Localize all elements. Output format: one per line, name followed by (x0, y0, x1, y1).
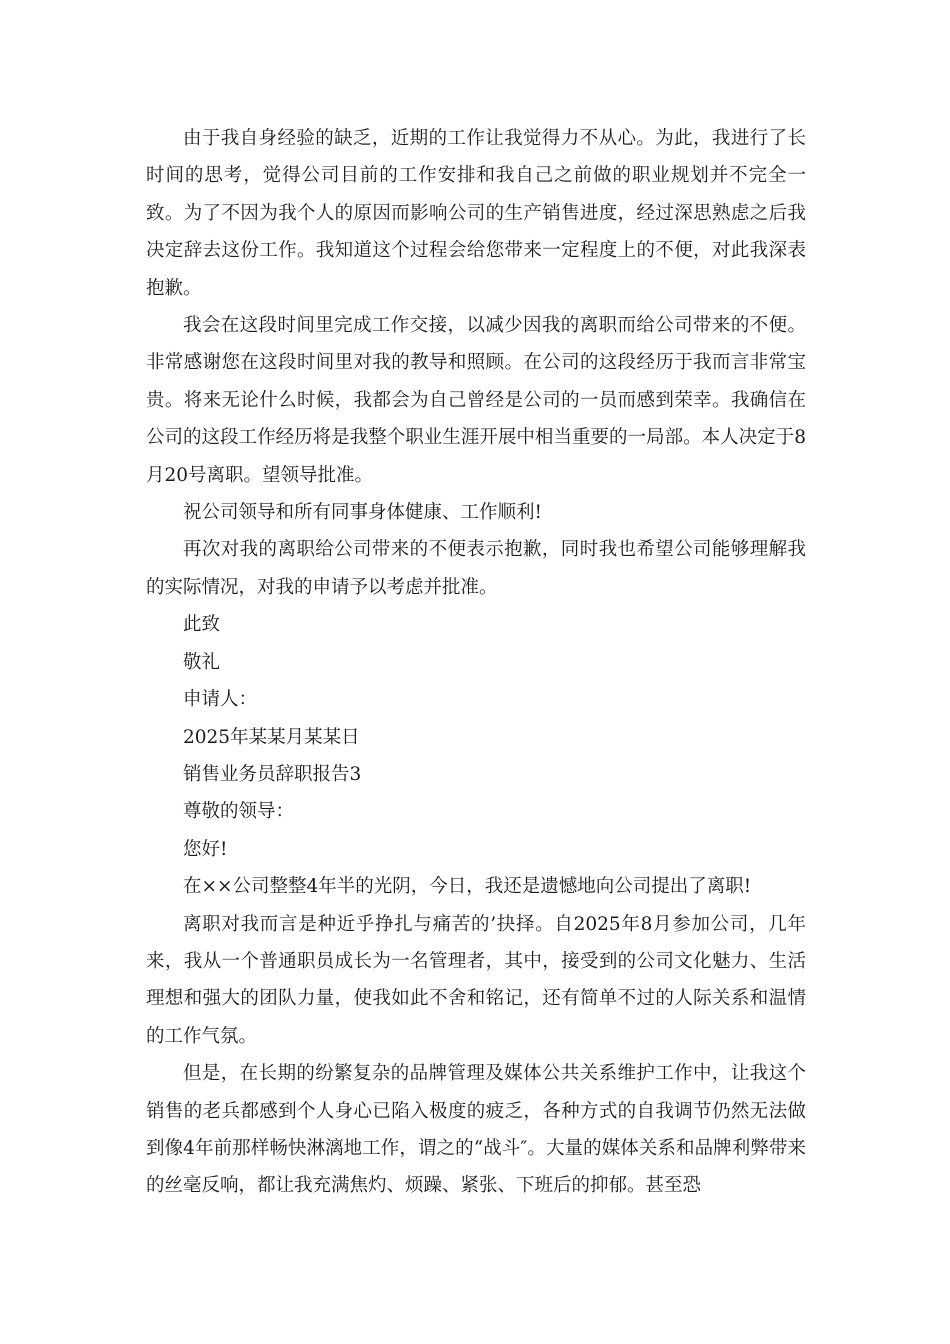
paragraph-wishes: 祝公司领导和所有同事身体健康、工作顺利! (183, 502, 542, 524)
section-title: 销售业务员辞职报告3 (183, 763, 362, 785)
paragraph-history: 离职对我而言是种近乎挣扎与痛苦的’抉择。自2025年8月参加公司，几年来，我从一个普通职员成长为一名管理者，其中，接受到的公司文化魅力、生活理想和强大的团队力量，使我如此不舍和铭记，还有简单不过的人际关系和温情的工作气氛。 (146, 913, 806, 1047)
paragraph-fatigue: 但是，在长期的纷繁复杂的品牌管理及媒体公共关系维护工作中，让我这个销售的老兵都感到个人身心已陷入极度的疲乏，各种方式的自我调节仍然无法做到像4年前那样畅快淋漓地工作，谓之的“战斗″。大量的媒体关系和品牌利弊带来的丝毫反响，都让我充满焦灼、烦躁、紧张、下班后的抑郁。甚至恐 (146, 1063, 806, 1197)
paragraph-intro: 在××公司整整4年半的光阴，今日，我还是遗憾地向公司提出了离职! (183, 876, 752, 898)
closing-salutation: 此致 (183, 614, 221, 636)
closing-regards: 敬礼 (183, 651, 221, 673)
greeting-recipient: 尊敬的领导： (183, 801, 295, 823)
document-body (146, 120, 806, 1205)
paragraph-resignation-reason: 由于我自身经验的缺乏，近期的工作让我觉得力不从心。为此，我进行了长时间的思考，觉得公司目前的工作安排和我自己之前做的职业规划并不完全一致。为了不因为我个人的原因而影响公司的生产销售进度，经过深思熟虑之后我决定辞去这份工作。我知道这个过程会给您带来一定程度上的不便，对此我深表抱歉。 (146, 128, 806, 299)
paragraph-apology: 再次对我的离职给公司带来的不便表示抱歉，同时我也希望公司能够理解我的实际情况，对我的申请予以考虑并批准。 (146, 539, 806, 598)
paragraph-handover: 我会在这段时间里完成工作交接，以减少因我的离职而给公司带来的不便。非常感谢您在这段时间里对我的教导和照顾。在公司的这段经历于我而言非常宝贵。将来无论什么时候，我都会为自己曾经是公司的一员而感到荣幸。我确信在公司的这段工作经历将是我整个职业生涯开展中相当重要的一局部。本人决定于8月20号离职。望领导批准。 (146, 315, 806, 486)
applicant-label: 申请人： (183, 689, 258, 711)
greeting-hello: 您好! (183, 838, 228, 860)
date-line: 2025年某某月某某日 (183, 726, 360, 748)
